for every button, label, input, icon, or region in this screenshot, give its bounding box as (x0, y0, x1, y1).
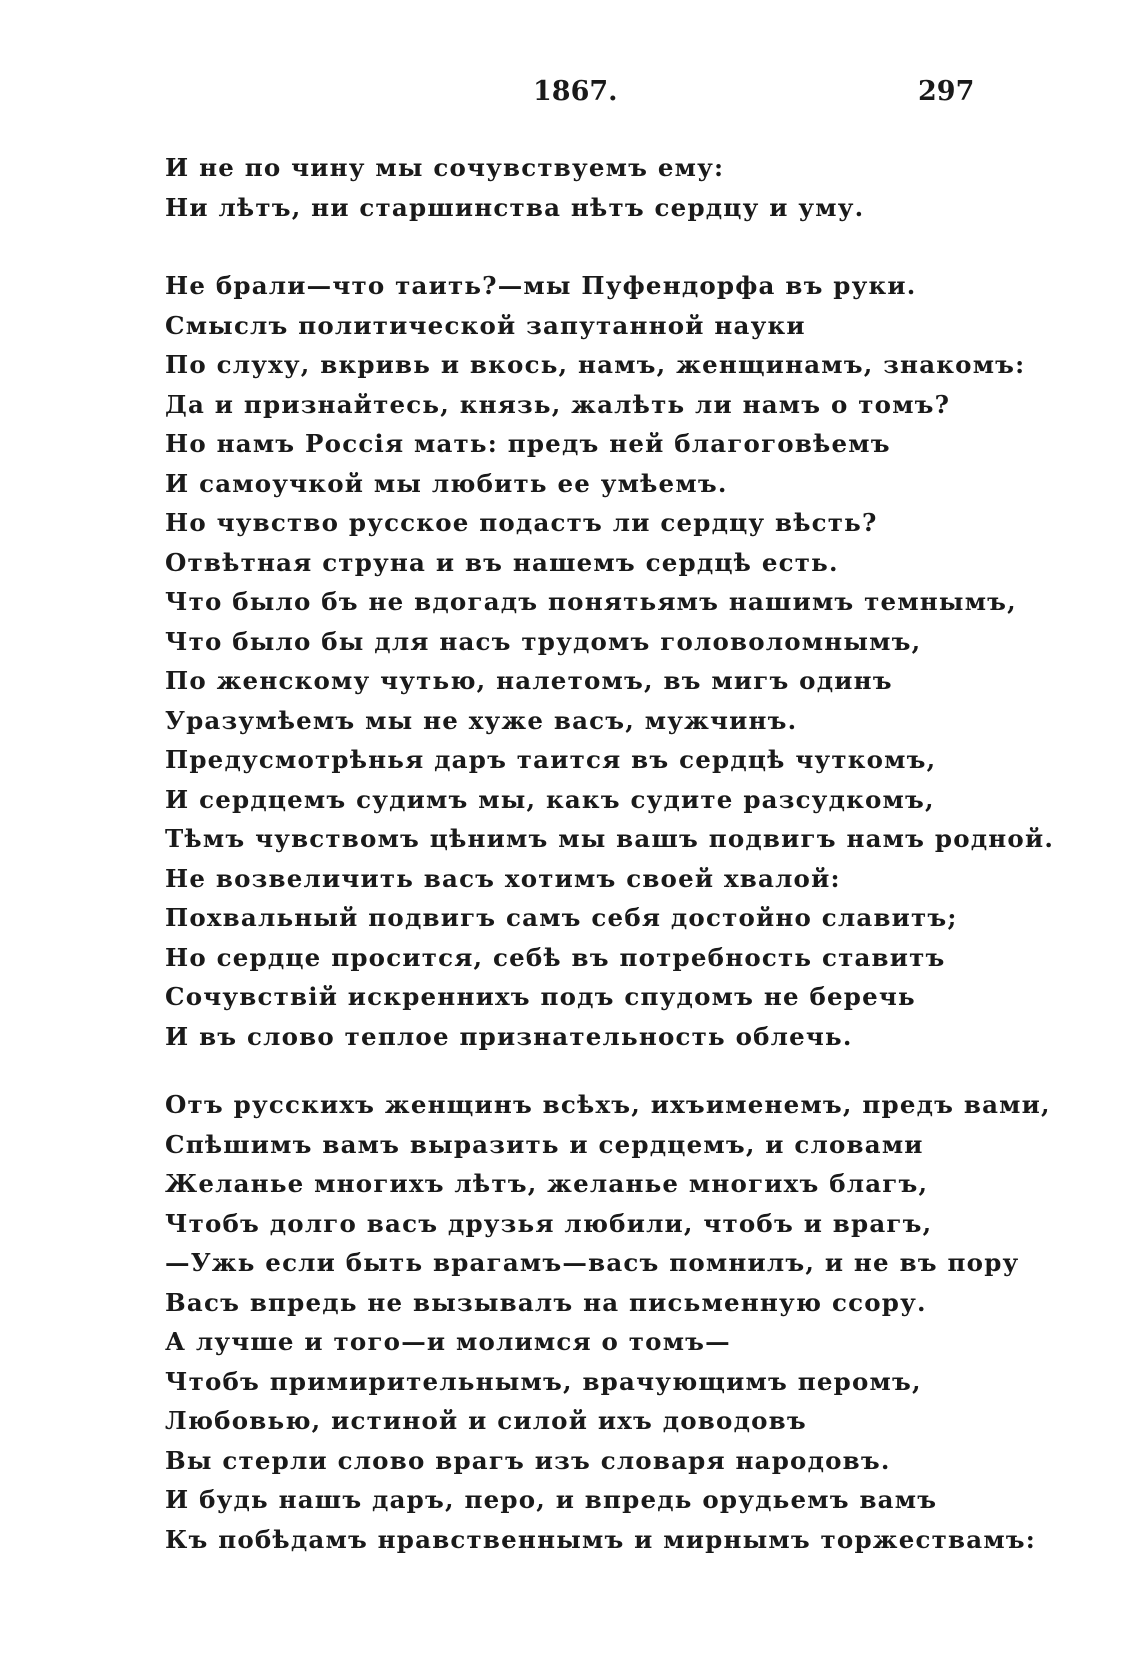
verse-line: Чтобъ долго васъ друзья любили, чтобъ и врагъ, (165, 1208, 933, 1238)
verse-line: Васъ впредь не вызывалъ на письменную ссору. (165, 1287, 927, 1317)
verse-line: Вы стерли слово врагъ изъ словаря народовъ. (165, 1445, 891, 1475)
verse-line: И самоучкой мы любить ее умѣемъ. (165, 468, 728, 498)
page-number: 297 (918, 76, 975, 107)
running-header (0, 76, 1140, 116)
verse-line: Что было бы для насъ трудомъ головоломнымъ, (165, 626, 922, 656)
verse-line: Предусмотрѣнья даръ таится въ сердцѣ чуткомъ, (165, 745, 937, 774)
verse-line: Тѣмъ чувствомъ цѣнимъ мы вашъ подвигъ намъ родной. (165, 824, 1055, 853)
verse-line: Ни лѣтъ, ни старшинства нѣтъ сердцу и уму. (165, 192, 865, 222)
verse-line: По слуху, вкривь и вкось, намъ, женщинамъ, знакомъ: (165, 350, 1026, 379)
verse-line: Желанье многихъ лѣтъ, желанье многихъ благъ, (165, 1169, 929, 1198)
verse-line: Уразумѣемъ мы не хуже васъ, мужчинъ. (165, 705, 798, 735)
verse-line: Любовью, истиной и силой ихъ доводовъ (165, 1406, 807, 1435)
header-year: 1867. (533, 76, 618, 107)
verse-line: И будь нашъ даръ, перо, и впредь орудьемъ вамъ (165, 1485, 938, 1514)
verse-line: Сочувствій искреннихъ подъ спудомъ не беречь (165, 982, 916, 1011)
verse-line: Похвальный подвигъ самъ себя достойно славитъ; (165, 903, 958, 932)
verse-line: Что было бъ не вдогадъ понятьямъ нашимъ темнымъ, (165, 587, 1017, 616)
verse-line: Отъ русскихъ женщинъ всѣхъ, ихъименемъ, предъ вами, (165, 1090, 1051, 1119)
stanza-3 (165, 1085, 1065, 1559)
stanza-2 (165, 266, 1065, 1056)
verse-line: Отвѣтная струна и въ нашемъ сердцѣ есть. (165, 547, 839, 577)
verse-line: И въ слово теплое признательность облечь. (165, 1021, 853, 1051)
verse-line: —Ужь если быть врагамъ—васъ помнилъ, и не въ пору (165, 1248, 1020, 1277)
verse-line: Но намъ Россія мать: предъ ней благоговѣемъ (165, 429, 891, 458)
verse-line: И сердцемъ судимъ мы, какъ судите разсудкомъ, (165, 784, 935, 814)
stanza-1 (165, 148, 1065, 227)
verse-line: Смыслъ политической запутанной науки (165, 310, 806, 340)
verse-line: Къ побѣдамъ нравственнымъ и мирнымъ торжествамъ: (165, 1524, 1037, 1554)
verse-line: Спѣшимъ вамъ выразить и сердцемъ, и словами (165, 1129, 924, 1159)
verse-line: Но чувство русское подастъ ли сердцу вѣсть? (165, 508, 878, 537)
verse-line: Да и признайтесь, князь, жалѣть ли намъ о томъ? (165, 389, 951, 419)
verse-line: А лучше и того—и молимся о томъ— (165, 1327, 731, 1356)
verse-line: Не возвеличить васъ хотимъ своей хвалой: (165, 863, 841, 893)
verse-line: И не по чину мы сочувствуемъ ему: (165, 153, 725, 182)
verse-line: Но сердце просится, себѣ въ потребность ставитъ (165, 942, 946, 972)
verse-line: Не брали—что таить?—мы Пуфендорфа въ руки. (165, 271, 917, 300)
verse-line: Чтобъ примирительнымъ, врачующимъ перомъ, (165, 1366, 922, 1396)
verse-line: По женскому чутью, налетомъ, въ мигъ одинъ (165, 666, 893, 695)
